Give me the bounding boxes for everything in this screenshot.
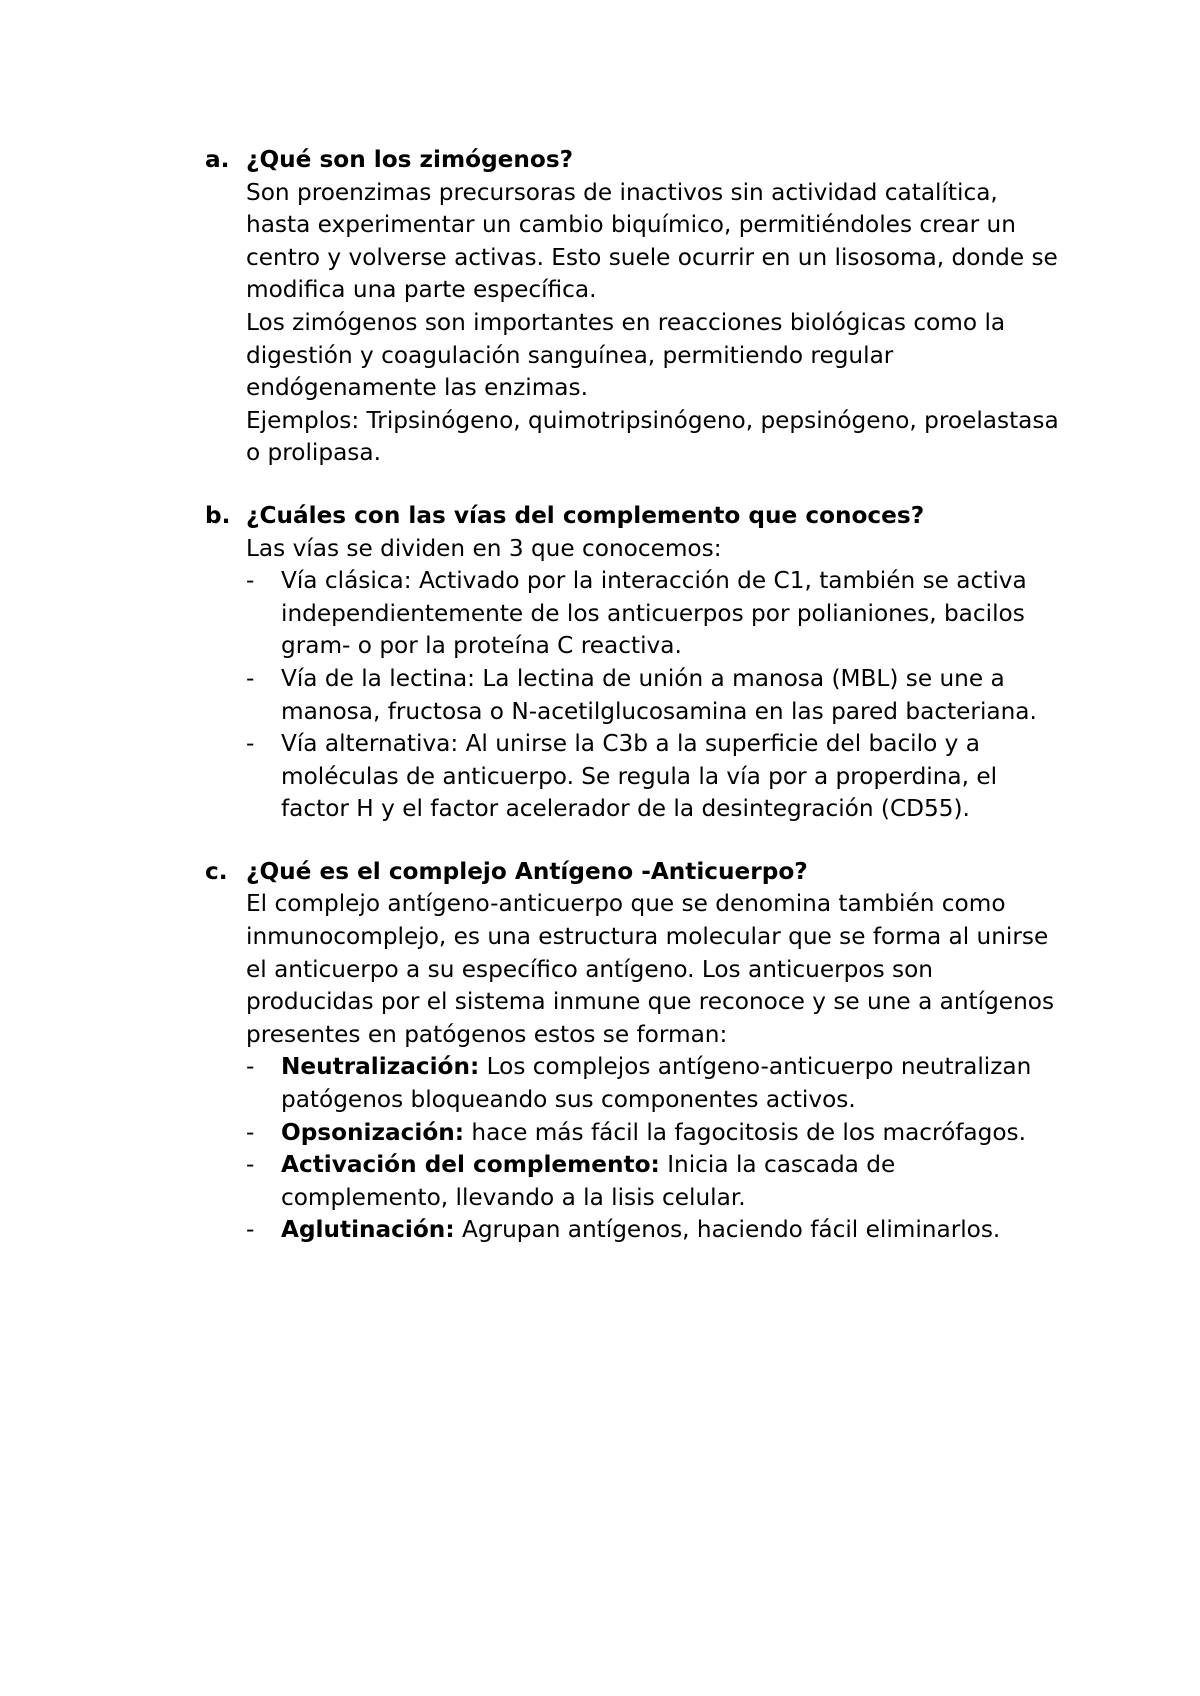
paragraph: El complejo antígeno-anticuerpo que se denomina también como inmunocomplejo, es una estructura molecular que se forma al unirse el anticuerpo a su específico antígeno. Los anticuerpos son producidas por el sistema inmune que reconoce y se une a antígenos presentes en patógenos estos se forman: (246, 890, 1055, 1048)
bullet-dash: - (246, 567, 255, 595)
list-item-term: Neutralización: (281, 1053, 480, 1081)
list-item (246, 1117, 1065, 1150)
section-letter: a. (205, 146, 230, 173)
bullet-list (246, 565, 1065, 826)
section-b (205, 500, 1065, 826)
list-item-text: Vía alternativa: Al unirse la C3b a la superficie del bacilo y a moléculas de anticuerpo. Se regula la vía por a properdina, el factor H y el factor acelerador de la desintegración (CD55). (281, 730, 998, 823)
list-item-text: Agrupan antígenos, haciendo fácil eliminarlos. (454, 1216, 1001, 1244)
list-item-term: Activación del complemento: (281, 1151, 660, 1179)
list-item (246, 1149, 1065, 1214)
list-item-term: Aglutinación: (281, 1216, 455, 1244)
bullet-dash: - (246, 1216, 255, 1244)
list-item-text: Los complejos antígeno-anticuerpo neutralizan patógenos bloqueando sus componentes activos. (281, 1053, 1032, 1114)
question-title: ¿Qué son los zimógenos? (246, 146, 574, 173)
bullet-dash: - (246, 730, 255, 758)
paragraph: Ejemplos: Tripsinógeno, quimotripsinógeno, pepsinógeno, proelastasa o prolipasa. (246, 406, 1059, 467)
list-item (246, 663, 1065, 728)
paragraph: Los zimógenos son importantes en reacciones biológicas como la digestión y coagulación sanguínea, permitiendo regular endógenamente las enzimas. (246, 308, 1006, 402)
bullet-list (246, 1051, 1065, 1247)
list-item (246, 1051, 1065, 1116)
list-item-text: Inicia la cascada de complemento, llevando a la lisis celular. (281, 1151, 896, 1211)
bullet-dash: - (246, 1053, 255, 1081)
document-body (205, 144, 1065, 1277)
bullet-dash: - (246, 1118, 255, 1146)
paragraph: Son proenzimas precursoras de inactivos sin actividad catalítica, hasta experimentar un cambio biquímico, permitiéndoles crear un centro y volverse activas. Esto suele ocurrir en un lisosoma, donde se modifica una parte específica. (246, 178, 1058, 304)
section-c (205, 856, 1065, 1247)
list-item-text: Vía clásica: Activado por la interacción de C1, también se activa independientemente de los anticuerpos por polianiones, bacilos gram- o por la proteína C reactiva. (281, 567, 1027, 660)
list-item (246, 565, 1065, 663)
paragraph: Las vías se dividen en 3 que conocemos: (246, 534, 722, 562)
list-item (246, 728, 1065, 826)
section-letter: b. (205, 501, 231, 529)
bullet-dash: - (246, 664, 255, 692)
question-title: ¿Qué es el complejo Antígeno -Anticuerpo? (246, 857, 808, 885)
list-item (246, 1214, 1065, 1247)
question-title: ¿Cuáles con las vías del complemento que conoces? (246, 501, 925, 529)
section-letter: c. (205, 857, 228, 885)
section-a (205, 144, 1065, 470)
list-item-text: Vía de la lectina: La lectina de unión a manosa (MBL) se une a manosa, fructosa o N-acetilglucosamina en las pared bacteriana. (281, 664, 1037, 725)
bullet-dash: - (246, 1151, 255, 1179)
list-item-text: hace más fácil la fagocitosis de los macrófagos. (464, 1118, 1026, 1146)
list-item-term: Opsonización: (281, 1118, 465, 1146)
